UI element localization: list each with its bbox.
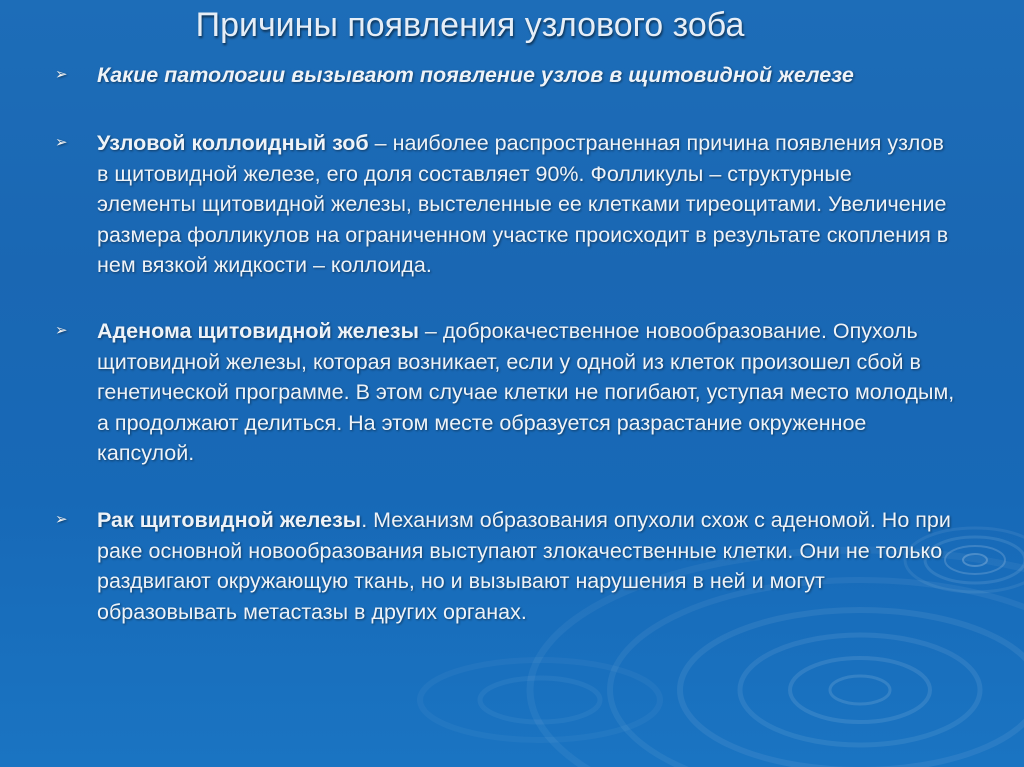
arrow-bullet-icon: ➢ — [55, 321, 68, 339]
slide-title: Причины появления узлового зоба — [195, 6, 745, 44]
arrow-bullet-icon: ➢ — [55, 510, 68, 528]
item-text: – наиболее распространенная причина появления узлов в щитовидной железе, его доля составляет 90%. Фолликулы – структурные элементы щитовидной железы, выстеленные ее клетками тиреоцитами. Увеличение размера фолликулов на ограниченном участке происходит в результате скопления в нем вязкой жидкости – коллоида. — [97, 131, 949, 278]
item-term: Рак щитовидной железы — [97, 507, 362, 532]
question-text: Какие патологии вызывают появление узлов в щитовидной железе — [97, 63, 854, 87]
item-term: Аденома щитовидной железы — [97, 318, 419, 343]
question-bullet — [55, 60, 955, 91]
item-term: Узловой коллоидный зоб — [97, 131, 369, 155]
item-text: . Механизм образования опухоли схож с аденомой. Но при раке основной новообразования выступают злокачественные клетки. Они не только раздвигают окружающую ткань, но и вызывают нарушения в ней и могут образовывать метастазы в других органах. — [97, 507, 951, 624]
list-item — [55, 505, 955, 627]
item-text: – доброкачественное новообразование. Опухоль щитовидной железы, которая возникает, если у одной из клеток произошел сбой в генетической программе. В этом случае клетки не погибают, уступая место молодым, а продолжают делиться. На этом месте образуется разрастание окруженное капсулой. — [97, 318, 955, 466]
list-item — [55, 128, 955, 281]
arrow-bullet-icon: ➢ — [55, 134, 68, 151]
list-item — [55, 316, 955, 469]
arrow-bullet-icon: ➢ — [55, 66, 68, 83]
bullet-list — [55, 60, 955, 627]
